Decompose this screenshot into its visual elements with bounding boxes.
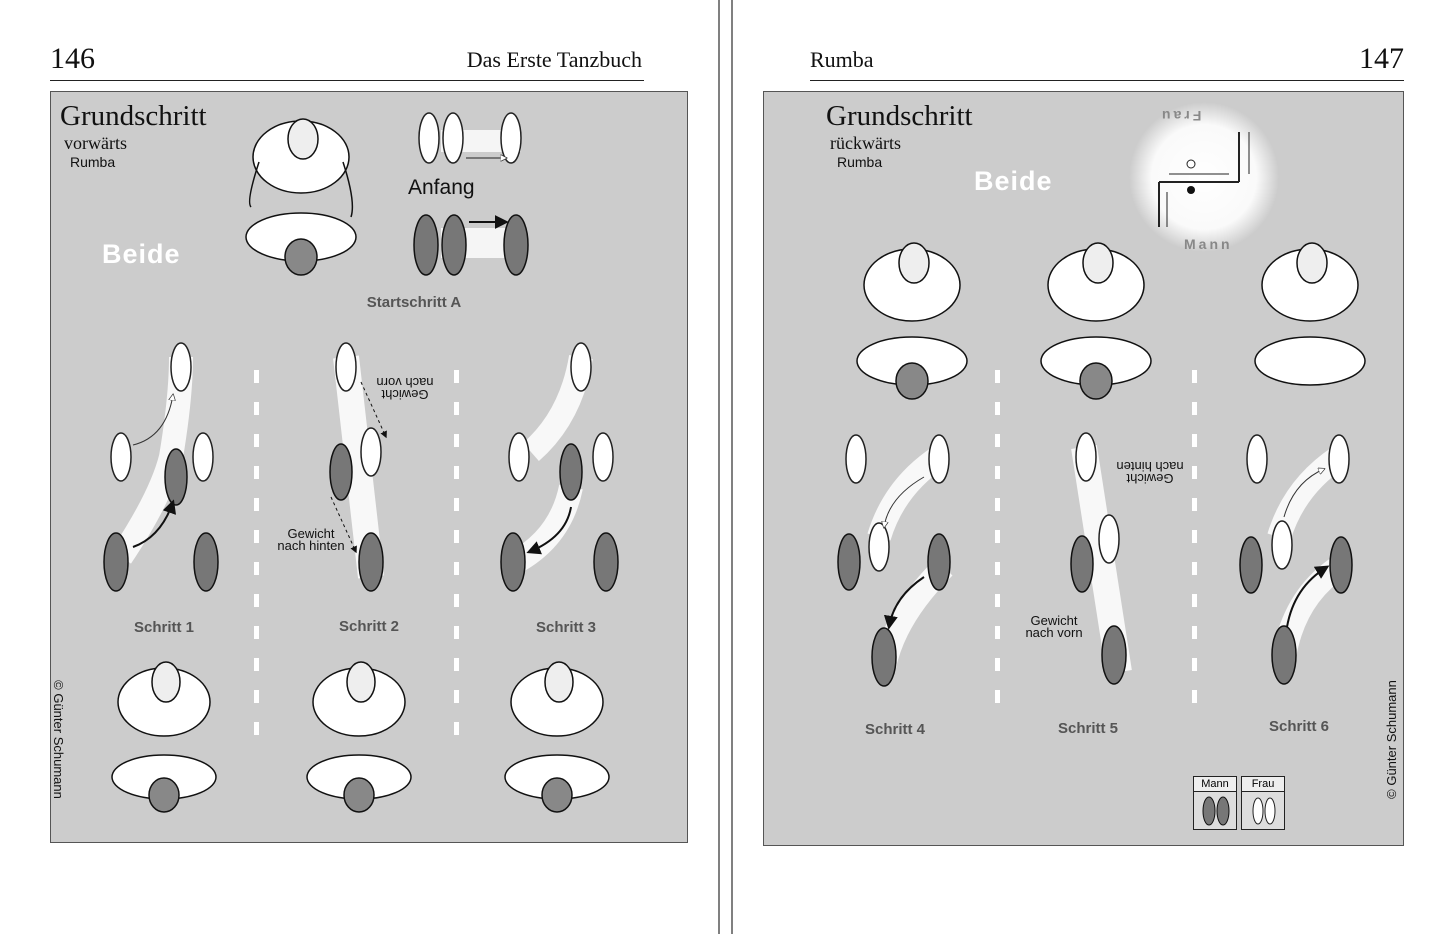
divider-dashes-1: [254, 370, 259, 754]
step-3-diagram: [491, 337, 631, 597]
couple-bottom-2: [301, 657, 416, 827]
panel-dance: Rumba: [837, 154, 883, 170]
divider-dashes-2: [454, 370, 459, 754]
couple-top-4: [852, 237, 972, 407]
figure-panel-right: [763, 91, 1404, 846]
compass-frau-label: Frau: [1159, 108, 1202, 124]
frau-shoes-icon: [1248, 795, 1280, 827]
couple-bottom-1: [106, 657, 221, 827]
panel-title: Grundschritt: [60, 100, 207, 132]
step-6-label: Schritt 6: [1268, 718, 1329, 735]
panel-subtitle: rückwärts: [830, 133, 901, 153]
beide-label: Beide: [102, 239, 181, 269]
copyright-right: © Günter Schumann: [1383, 680, 1399, 799]
anfang-label: Anfang: [408, 176, 475, 199]
note-gewicht-hinten: Gewicht nach hinten: [277, 526, 345, 553]
step-1-label: Schritt 1: [133, 619, 194, 636]
beide-label: Beide: [974, 166, 1053, 196]
step-4-diagram: [834, 427, 964, 692]
header-rule-left: [50, 80, 644, 81]
note-gewicht-hinten: Gewicht nach hinten: [1116, 459, 1184, 486]
figure-panel-left: [50, 91, 688, 843]
startschritt-label: Startschritt A: [366, 294, 462, 311]
step-4-label: Schritt 4: [864, 721, 925, 738]
legend-mann: Mann: [1193, 776, 1237, 830]
divider-dashes-5: [1192, 370, 1197, 722]
book-spine: [718, 0, 733, 934]
running-header-right: Rumba: [810, 47, 874, 72]
page-number-left: 146: [50, 42, 95, 75]
couple-top-5: [1036, 237, 1156, 407]
orientation-compass: [1129, 102, 1279, 252]
compass-mann-label: Mann: [1184, 236, 1233, 252]
couple-illustration: [241, 117, 361, 287]
couple-top-6: [1250, 237, 1370, 407]
step-5-label: Schritt 5: [1057, 720, 1118, 737]
mann-shoes-icon: [1200, 795, 1232, 827]
step-6-diagram: [1229, 427, 1364, 692]
legend-frau: Frau: [1241, 776, 1285, 830]
running-header-left: Das Erste Tanzbuch: [466, 47, 642, 72]
couple-bottom-3: [499, 657, 614, 827]
page-number-right: 147: [1359, 42, 1404, 75]
copyright-left: © Günter Schumann: [50, 680, 66, 799]
step-1-diagram: [91, 337, 231, 597]
header-rule-right: [810, 80, 1404, 81]
note-gewicht-vorn: Gewicht nach vorn: [376, 375, 434, 402]
step-3-label: Schritt 3: [535, 619, 596, 636]
divider-dashes-4: [995, 370, 1000, 722]
panel-title: Grundschritt: [826, 100, 973, 132]
legend: [1193, 776, 1285, 830]
start-shoes-mann: [411, 210, 541, 280]
panel-subtitle: vorwärts: [64, 133, 127, 153]
start-shoes-frau: [411, 110, 541, 180]
step-2-label: Schritt 2: [338, 618, 399, 635]
note-gewicht-vorn: Gewicht nach vorn: [1025, 613, 1083, 640]
panel-dance: Rumba: [70, 154, 116, 170]
